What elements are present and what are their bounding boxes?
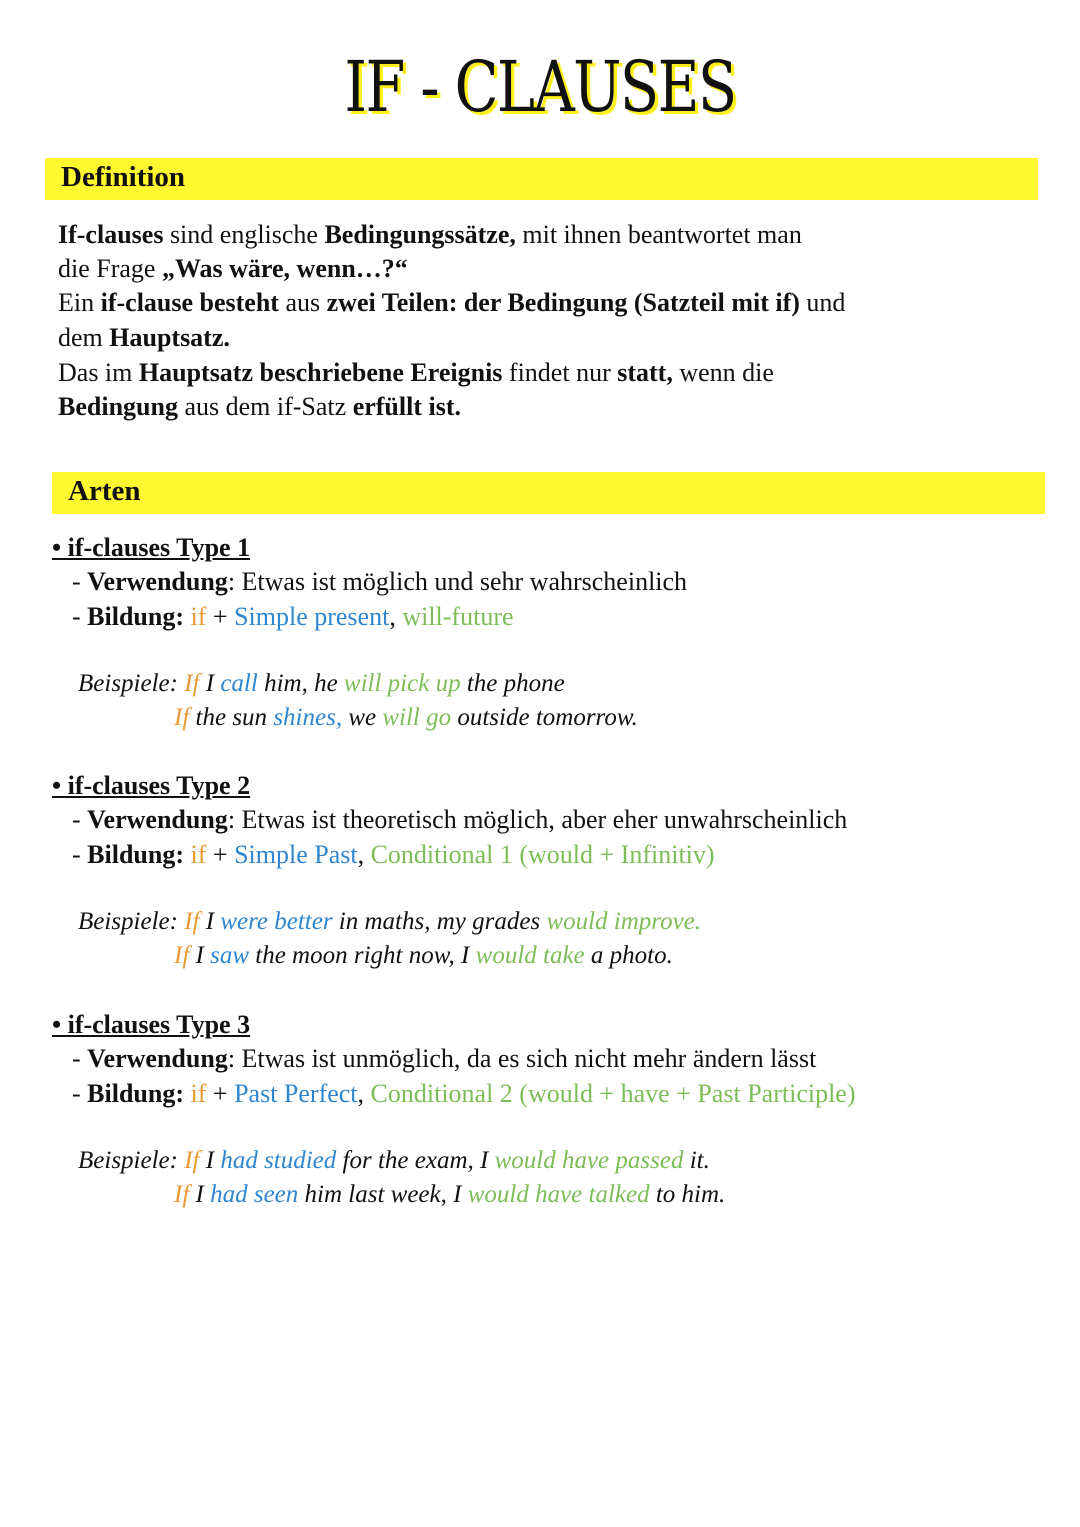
text-segment: Simple Past [234, 840, 358, 869]
text-segment: , [357, 840, 371, 869]
text-segment: : Etwas ist theoretisch möglich, aber eher unwahrscheinlich [227, 805, 848, 834]
formation-line [72, 838, 715, 872]
text-segment: I [199, 1147, 221, 1174]
text-segment: wenn die [672, 358, 774, 387]
text-segment: : Etwas ist möglich und sehr wahrscheinlich [227, 567, 688, 596]
text-segment: I [189, 942, 211, 969]
text-segment: will pick up [343, 670, 461, 697]
text-segment: Das im [58, 358, 139, 387]
definition-heading-bar [45, 158, 1038, 200]
text-segment: zwei Teilen: der Bedingung (Satzteil mit if) [326, 288, 800, 317]
text-segment: Verwendung [87, 805, 228, 834]
arten-heading-bar [52, 472, 1045, 514]
text-segment: If [184, 908, 200, 935]
text-segment: had studied [220, 1147, 337, 1174]
text-segment: to him. [649, 1181, 726, 1208]
text-segment: I [199, 908, 221, 935]
text-segment: Verwendung [87, 1044, 228, 1073]
text-segment: If [184, 1147, 200, 1174]
text-segment: would have talked [467, 1181, 650, 1208]
text-segment: I [199, 670, 221, 697]
definition-heading: Definition [61, 161, 186, 193]
definition-line [58, 218, 802, 252]
type-heading: • if-clauses Type 1 [52, 533, 251, 562]
text-segment: Beispiele: [78, 1147, 185, 1174]
text-segment: if [190, 602, 207, 631]
text-segment: - [72, 1079, 88, 1108]
text-segment: mit ihnen beantwortet man [515, 220, 802, 249]
text-segment: if [190, 840, 207, 869]
example-line [78, 1144, 710, 1178]
text-segment: aus [278, 288, 327, 317]
text-segment: Verwendung [87, 567, 228, 596]
text-segment: Bildung: [87, 602, 191, 631]
definition-line [58, 321, 230, 355]
text-segment: If-clauses [58, 220, 164, 249]
text-segment: Past Perfect [234, 1079, 358, 1108]
text-segment: it. [683, 1147, 710, 1174]
text-segment: - [72, 840, 88, 869]
page-title: IF - CLAUSES [344, 46, 736, 128]
definition-line [58, 252, 408, 286]
formation-line [72, 1077, 856, 1111]
text-segment: - [72, 805, 88, 834]
text-segment: a photo. [584, 942, 673, 969]
arten-heading: Arten [68, 475, 141, 507]
text-segment: I [189, 1181, 211, 1208]
example-line [174, 939, 673, 973]
usage-line [72, 565, 687, 599]
text-segment: und [799, 288, 846, 317]
text-segment: Bildung: [87, 840, 191, 869]
text-segment: outside tomorrow. [451, 704, 638, 731]
example-line [174, 1178, 725, 1212]
text-segment: in maths, my grades [332, 908, 547, 935]
text-segment: Bedingungssätze, [324, 220, 516, 249]
text-segment: If [174, 1181, 190, 1208]
text-segment: + [206, 1079, 235, 1108]
text-segment: - [72, 1044, 88, 1073]
usage-line [72, 803, 847, 837]
text-segment: will-future [402, 602, 514, 631]
text-segment: Bildung: [87, 1079, 191, 1108]
text-segment: If [174, 942, 190, 969]
text-segment: - [72, 602, 88, 631]
text-segment: + [206, 602, 235, 631]
text-segment: Bedingung [58, 392, 178, 421]
text-segment: the phone [460, 670, 565, 697]
example-line [78, 905, 701, 939]
text-segment: dem [58, 323, 110, 352]
formation-line [72, 600, 514, 634]
type-heading: • if-clauses Type 2 [52, 771, 251, 800]
text-segment: had seen [210, 1181, 299, 1208]
text-segment: would have passed [494, 1147, 684, 1174]
text-segment: Simple present [234, 602, 390, 631]
text-segment: die Frage [58, 254, 162, 283]
text-segment: if [190, 1079, 207, 1108]
text-segment: findet nur [502, 358, 618, 387]
text-segment: If [174, 704, 190, 731]
text-segment: statt, [617, 358, 673, 387]
text-segment: + [206, 840, 235, 869]
text-segment: If [184, 670, 200, 697]
text-segment: : Etwas ist unmöglich, da es sich nicht mehr ändern lässt [227, 1044, 817, 1073]
text-segment: Hauptsatz. [109, 323, 230, 352]
text-segment: would take [475, 942, 585, 969]
text-segment: him, he [257, 670, 344, 697]
text-segment: Hauptsatz beschriebene Ereignis [138, 358, 503, 387]
definition-line [58, 390, 461, 424]
text-segment: shines, [273, 704, 343, 731]
text-segment: , [389, 602, 403, 631]
usage-line [72, 1042, 816, 1076]
text-segment: the sun [189, 704, 274, 731]
type-heading: • if-clauses Type 3 [52, 1010, 251, 1039]
text-segment: erfüllt ist. [352, 392, 461, 421]
text-segment: for the exam, I [336, 1147, 495, 1174]
text-segment: Conditional 2 (would + have + Past Participle) [370, 1079, 856, 1108]
example-line [174, 701, 638, 735]
text-segment: him last week, I [298, 1181, 468, 1208]
text-segment: Ein [58, 288, 101, 317]
definition-line [58, 286, 845, 320]
definition-line [58, 356, 774, 390]
text-segment: sind englische [163, 220, 325, 249]
text-segment: call [220, 670, 258, 697]
text-segment: would improve. [546, 908, 702, 935]
text-segment: , [357, 1079, 371, 1108]
text-segment: the moon right now, I [249, 942, 476, 969]
text-segment: we [342, 704, 383, 731]
text-segment: - [72, 567, 88, 596]
text-segment: saw [210, 942, 250, 969]
text-segment: Conditional 1 (would + Infinitiv) [370, 840, 715, 869]
text-segment: Beispiele: [78, 908, 185, 935]
text-segment: aus dem if-Satz [177, 392, 353, 421]
text-segment: Beispiele: [78, 670, 185, 697]
text-segment: if-clause besteht [100, 288, 279, 317]
text-segment: will go [382, 704, 452, 731]
example-line [78, 667, 565, 701]
text-segment: were better [220, 908, 333, 935]
text-segment: „Was wäre, wenn…?“ [161, 254, 408, 283]
